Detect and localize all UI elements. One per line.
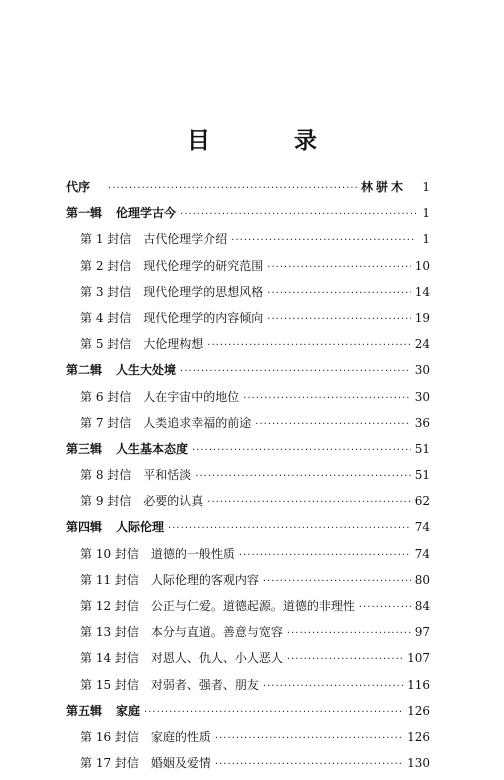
dot-leader	[168, 523, 411, 534]
page-number: 126	[407, 703, 430, 718]
page-number: 51	[414, 468, 430, 483]
page-number: 1	[422, 180, 430, 194]
dot-leader	[180, 209, 416, 220]
dot-leader	[207, 497, 410, 508]
part-title: 伦理学古今	[116, 206, 177, 221]
page-number: 80	[414, 572, 430, 587]
dot-leader	[215, 759, 403, 770]
toc-part-row	[66, 361, 430, 387]
page-number: 84	[414, 599, 430, 613]
toc-heading: 目 录	[186, 128, 355, 154]
dot-leader	[180, 366, 411, 377]
toc-part-row	[66, 518, 430, 544]
dot-leader	[239, 550, 411, 561]
letter-number: 第 4 封信	[80, 310, 132, 325]
toc-letter-row	[66, 257, 430, 283]
letter-title: 公正与仁爱。道德起源。道德的非理性	[150, 599, 355, 613]
letter-number: 第 15 封信	[80, 677, 139, 692]
letter-number: 第 17 封信	[80, 756, 139, 771]
letter-title: 平和恬淡	[143, 468, 192, 483]
letter-number: 第 7 封信	[80, 415, 132, 430]
toc-letter-row	[66, 597, 430, 623]
toc-part-row	[66, 440, 430, 466]
dot-leader	[267, 288, 410, 299]
letter-title: 古代伦理学介绍	[143, 232, 228, 247]
part-title: 人际伦理	[116, 520, 165, 535]
letter-title: 人际伦理的客观内容	[150, 572, 259, 587]
page-number: 107	[407, 651, 430, 666]
letter-title: 对弱者、强者、朋友	[150, 677, 259, 692]
letter-title: 家庭的性质	[150, 729, 211, 744]
letter-title: 对恩人、仇人、小人恶人	[150, 651, 283, 666]
part-number: 第二辑	[66, 363, 103, 378]
dot-leader	[263, 576, 411, 587]
toc-part-row	[66, 178, 430, 204]
dot-leader	[192, 445, 411, 456]
letter-number: 第 6 封信	[80, 389, 132, 404]
letter-title: 大伦理构想	[143, 337, 204, 352]
page-number: 130	[407, 756, 430, 771]
toc-letter-row	[66, 492, 430, 518]
dot-leader	[359, 602, 411, 613]
letter-title: 人类追求幸福的前途	[143, 415, 252, 430]
toc-letter-row	[66, 466, 430, 492]
part-title: 人生大处境	[116, 363, 177, 378]
letter-title: 道德的一般性质	[150, 546, 235, 561]
toc-letter-row	[66, 309, 430, 335]
page-number: 19	[414, 310, 430, 325]
page-number: 30	[414, 363, 430, 378]
dot-leader	[108, 183, 357, 194]
toc-letter-row	[66, 414, 430, 440]
part-title: 人生基本态度	[116, 441, 189, 456]
letter-number: 第 16 封信	[80, 729, 139, 744]
dot-leader	[267, 314, 410, 325]
page-number: 24	[414, 337, 430, 352]
toc-letter-row	[66, 728, 430, 754]
letter-title: 本分与直道。善意与宽容	[150, 625, 283, 640]
dot-leader	[215, 733, 403, 744]
letter-number: 第 13 封信	[80, 625, 139, 640]
part-number: 第五辑	[66, 703, 103, 718]
letter-number: 第 2 封信	[80, 258, 132, 273]
letter-title: 现代伦理学的内容倾向	[143, 310, 264, 325]
author-name: 林骈木	[360, 180, 406, 194]
letter-number: 第 14 封信	[80, 651, 139, 666]
letter-number: 第 3 封信	[80, 284, 132, 299]
dot-leader	[231, 235, 416, 246]
dot-leader	[287, 654, 403, 665]
toc-letter-row	[66, 571, 430, 597]
toc-letter-row	[66, 230, 430, 256]
letter-title: 必要的认真	[143, 494, 204, 509]
toc-letter-row	[66, 676, 430, 702]
page-number: 10	[414, 258, 430, 273]
toc-letter-row	[66, 649, 430, 675]
toc-letter-row	[66, 283, 430, 309]
dot-leader	[255, 419, 410, 430]
letter-title: 人在宇宙中的地位	[143, 389, 240, 404]
dot-leader	[243, 393, 410, 404]
letter-number: 第 1 封信	[80, 232, 132, 247]
letter-title: 现代伦理学的研究范围	[143, 258, 264, 273]
letter-number: 第 11 封信	[80, 572, 139, 587]
page-number: 14	[414, 284, 430, 299]
part-number: 第一辑	[66, 206, 103, 221]
letter-number: 第 12 封信	[80, 599, 139, 613]
toc-letter-row	[66, 388, 430, 414]
dot-leader	[263, 681, 403, 692]
part-title: 家庭	[116, 703, 141, 718]
letter-number: 第 10 封信	[80, 546, 139, 561]
letter-number: 第 5 封信	[80, 337, 132, 352]
page-number: 74	[414, 546, 430, 561]
part-number: 第四辑	[66, 520, 103, 535]
letter-title: 婚姻及爱情	[150, 756, 211, 771]
page-number: 51	[414, 441, 430, 456]
dot-leader	[144, 707, 403, 718]
page-number: 1	[422, 206, 430, 221]
page-number: 1	[422, 232, 430, 247]
toc-part-row	[66, 702, 430, 728]
page-number: 62	[414, 494, 430, 509]
dot-leader	[267, 262, 410, 273]
table-of-contents	[66, 178, 430, 780]
dot-leader	[207, 340, 410, 351]
toc-letter-row	[66, 545, 430, 571]
page-number: 116	[407, 677, 430, 692]
letter-number: 第 9 封信	[80, 494, 132, 509]
page-number: 126	[407, 729, 430, 744]
toc-part-row	[66, 204, 430, 230]
page-number: 36	[414, 415, 430, 430]
toc-letter-row	[66, 623, 430, 649]
dot-leader	[195, 471, 410, 482]
page-number: 30	[414, 389, 430, 404]
part-number: 代序	[66, 180, 91, 194]
letter-title: 现代伦理学的思想风格	[143, 284, 264, 299]
dot-leader	[287, 628, 411, 639]
toc-letter-row	[66, 335, 430, 361]
toc-letter-row	[66, 754, 430, 780]
part-number: 第三辑	[66, 441, 103, 456]
letter-number: 第 8 封信	[80, 468, 132, 483]
page-number: 74	[414, 520, 430, 535]
page-number: 97	[414, 625, 430, 640]
